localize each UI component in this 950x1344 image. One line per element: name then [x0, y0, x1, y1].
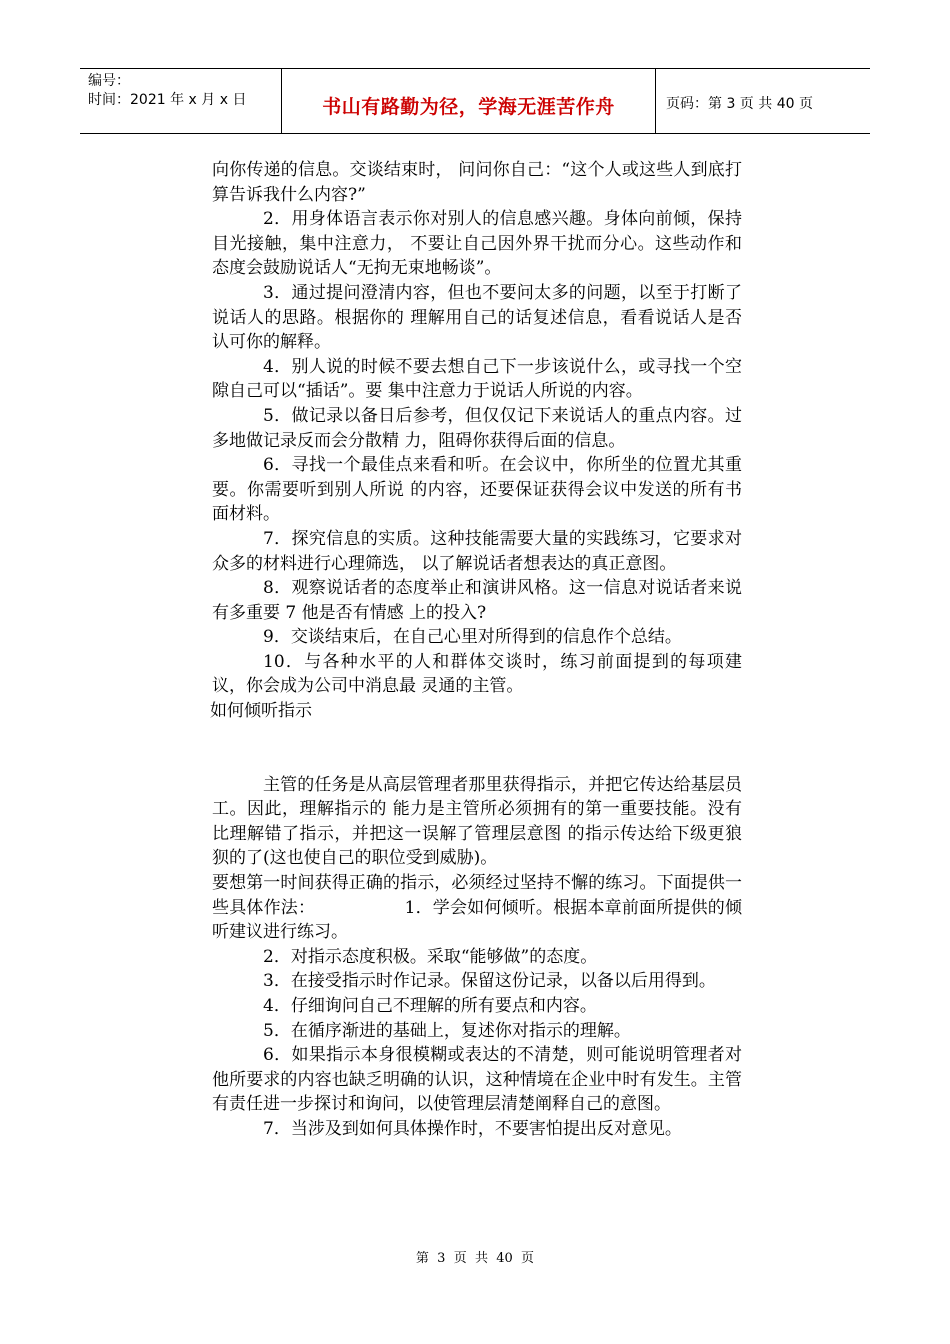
paragraph: 8．观察说话者的态度举止和演讲风格。这一信息对说话者来说有多重要 7 他是否有情感 上的投入? — [212, 578, 742, 623]
paragraph: 10．与各种水平的人和群体交谈时，练习前面提到的每项建议，你会成为公司中消息最 灵通的主管。 — [212, 651, 742, 697]
paragraph: 5．做记录以备日后参考，但仅仅记下来说话人的重点内容。过多地做记录反而会分散精 力，阻碍你获得后面的信息。 — [212, 405, 742, 451]
document-body — [212, 158, 742, 1142]
paragraph: 3．通过提问澄清内容，但也不要问太多的问题，以至于打断了说话人的思路。根据你的 理解用自己的话复述信息，看看说话人是否认可你的解释。 — [212, 282, 742, 353]
date-label: 时间：2021 年 x 月 x 日 — [88, 92, 247, 108]
paragraph: 9．交谈结束后，在自己心里对所得到的信息作个总结。 — [263, 627, 682, 648]
header-page-cell — [656, 69, 870, 133]
page-footer — [0, 1247, 950, 1266]
paragraph: 4．别人说的时候不要去想自己下一步该说什么，或寻找一个空隙自己可以“插话”。要 集中注意力于说话人所说的内容。 — [212, 356, 742, 402]
paragraph: 2．用身体语言表示你对别人的信息感兴趣。身体向前倾，保持目光接触，集中注意力， 不要让自己因外界干扰而分心。这些动作和态度会鼓励说话人“无拘无束地畅谈”。 — [212, 209, 742, 279]
paragraph: 3．在接受指示时作记录。保留这份记录，以备以后用得到。 — [263, 971, 716, 992]
footer-page-number: 第 3 页 共 40 页 — [415, 1251, 535, 1266]
motto-text: 书山有路勤为径，学海无涯苦作舟 — [322, 95, 615, 118]
code-label: 编号： — [88, 73, 130, 89]
header-motto-cell — [282, 69, 656, 133]
paragraph: 5．在循序渐进的基础上，复述你对指示的理解。 — [263, 1020, 631, 1041]
header-meta-cell — [80, 69, 282, 133]
paragraph: 要想第一时间获得正确的指示，必须经过坚持不懈的练习。下面提供一些具体作法： 1．学会如何倾听。根据本章前面所提供的倾听建议进行练习。 — [212, 873, 742, 943]
blank-line — [212, 724, 742, 773]
paragraph: 6．如果指示本身很模糊或表达的不清楚，则可能说明管理者对他所要求的内容也缺乏明确的认识，这种情境在企业中时有发生。主管有责任进一步探讨和询问，以使管理层清楚阐释自己的意图。 — [212, 1045, 742, 1115]
paragraph: 向你传递的信息。交谈结束时， 问问你自己：“这个人或这些人到底打算告诉我什么内容?” — [212, 160, 742, 205]
document-header — [80, 68, 870, 134]
paragraph: 主管的任务是从高层管理者那里获得指示，并把它传达给基层员工。因此，理解指示的 能力是主管所必须拥有的第一重要技能。没有比理解错了指示，并把这一误解了管理层意图 的指示传达给下级更狼狈的了(这也使自己的职位受到威胁)。 — [212, 774, 742, 869]
page-info: 页码：第 3 页 共 40 页 — [666, 96, 813, 112]
paragraph: 7．当涉及到如何具体操作时，不要害怕提出反对意见。 — [263, 1118, 682, 1139]
paragraph: 7．探究信息的实质。这种技能需要大量的实践练习，它要求对众多的材料进行心理筛选， 以了解说话者想表达的真正意图。 — [212, 528, 742, 574]
paragraph: 4．仔细询问自己不理解的所有要点和内容。 — [263, 996, 597, 1016]
paragraph: 6．寻找一个最佳点来看和听。在会议中，你所坐的位置尤其重要。你需要听到别人所说 的内容，还要保证获得会议中发送的所有书面材料。 — [212, 455, 742, 525]
section-heading: 如何倾听指示 — [210, 701, 312, 722]
paragraph: 2．对指示态度积极。采取“能够做”的态度。 — [263, 946, 598, 967]
